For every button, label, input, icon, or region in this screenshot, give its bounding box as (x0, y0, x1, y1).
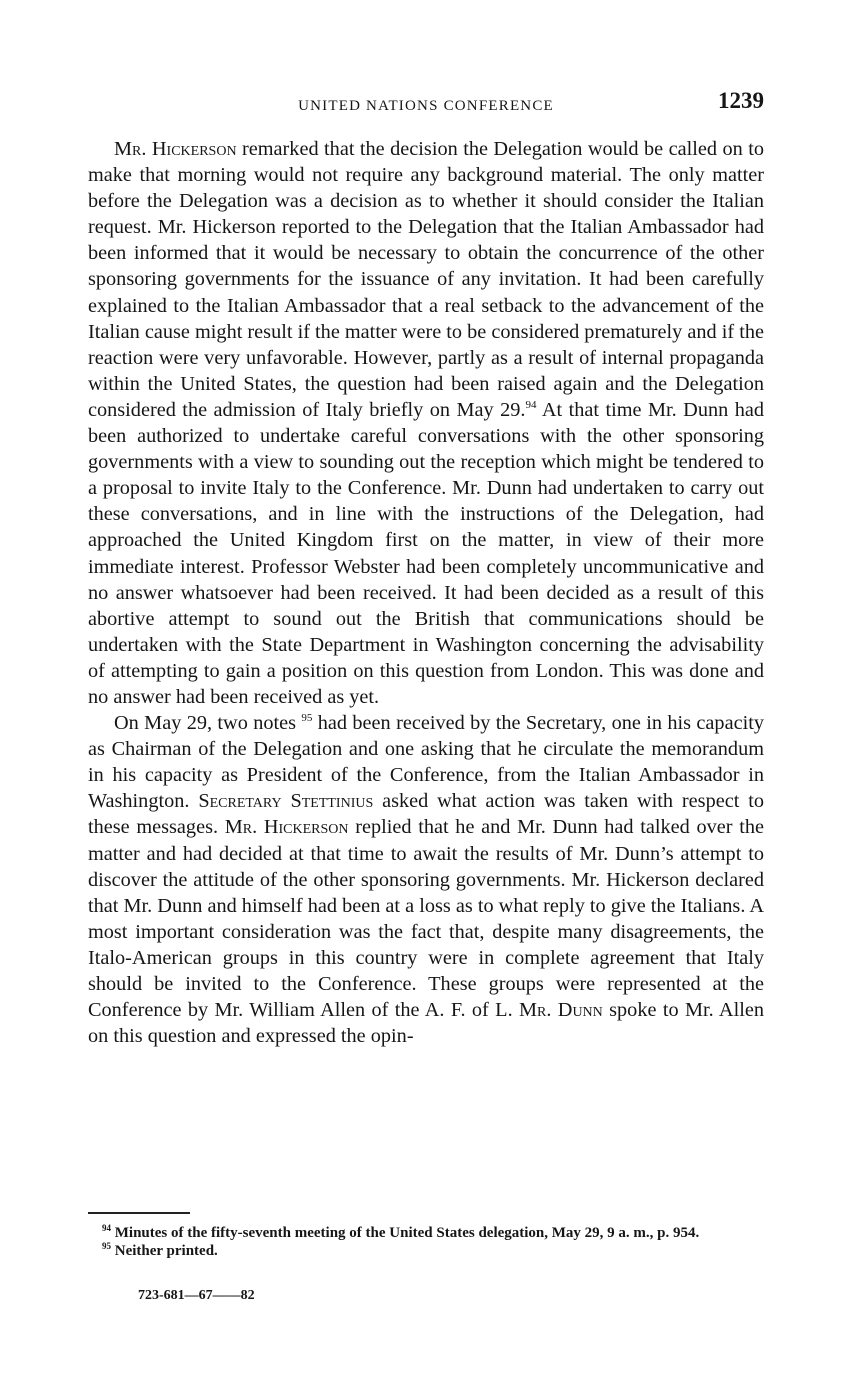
speaker-name: Mr. Hickerson (114, 138, 237, 160)
paragraph-text: replied that he and Mr. Dunn had talked over the matter and had decided at that time to await the results of Mr. Dunn’s attempt to discover the attitude of the other sponsoring governments. Mr. Hickerson declared that Mr. Dunn and himself had been at a loss as to what reply to give the Italians. A most important consideration was the fact that, despite many disagreements, the Italo-American groups in this country were in complete agreement that Italy should be invited to the Conference. These groups were represented at the Conference by Mr. William Allen of the A. F. of L. (88, 816, 764, 1022)
paragraph-2 (88, 710, 764, 1049)
footnote-marker: 95 (102, 1240, 111, 1251)
footnote-text: Minutes of the fifty-seventh meeting of the United States delegation, May 29, 9 a. m., p. 954. (111, 1225, 700, 1241)
body-text (88, 136, 764, 1049)
speaker-name: Secretary Stettinius (198, 790, 374, 813)
paragraph-text: asked what action was taken with respect to these messages. (88, 790, 764, 839)
speaker-name: Mr. Hickerson (224, 816, 349, 839)
page-number: 1239 (718, 88, 764, 113)
footnote-reference: 94 (525, 399, 537, 412)
paragraph-text: At that time Mr. Dunn had been authorized to undertake careful conversations with the other sponsoring governments with a view to sounding out the reception which might be tendered to a proposal to invite Italy to the Conference. Mr. Dunn had undertaken to carry out these conversations, and in line with the instructions of the Delegation, had approached the United Kingdom first on the matter, in view of their more immediate interest. Professor Webster had been completely uncommunicative and no answer whatsoever had been received. It had been decided as a result of this abortive attempt to sound out the British that communications should be undertaken with the State Department in Washington concerning the advisability of attempting to gain a position on this question from London. This was done and no answer had been received as yet. (88, 398, 764, 708)
footnote-text: Neither printed. (111, 1242, 218, 1259)
footnote-94 (88, 1225, 764, 1243)
page-header (88, 88, 764, 122)
paragraph-text: remarked that the decision the Delegation would be called on to make that morning would not require any background material. The only matter before the Delegation was a decision as to whether it should consider the Italian request. Mr. Hickerson reported to the Delegation that the Italian Ambassador had been informed that it would be necessary to obtain the concurrence of the other sponsoring governments for the issuance of any invitation. It had been carefully explained to the Italian Ambassador that a real setback to the advancement of the Italian cause might result if the matter were to be considered prematurely and if the reaction were very unfavorable. However, partly as a result of internal propaganda within the United States, the question had been raised again and the Delegation considered the admission of Italy briefly on May 29. (88, 138, 764, 421)
paragraph-text: had been received by the Secretary, one in his capacity as Chairman of the Delegation and one asking that he circulate the memorandum in his capacity as President of the Conference, from the Italian Ambassador in Washington. (88, 712, 764, 813)
footnote-divider (88, 1212, 190, 1214)
running-title: UNITED NATIONS CONFERENCE (298, 98, 554, 114)
print-code: 723-681—67——82 (138, 1288, 255, 1303)
paragraph-text: On May 29, two notes (114, 712, 302, 735)
footnote-95 (88, 1240, 764, 1261)
speaker-name: Mr. Dunn (519, 999, 603, 1022)
footnote-marker: 94 (102, 1223, 111, 1233)
paragraph-text: spoke to Mr. Allen on this question and expressed the opin- (88, 999, 764, 1048)
paragraph-1 (88, 136, 764, 710)
footnotes (88, 1225, 764, 1260)
footnote-reference: 95 (301, 712, 313, 725)
